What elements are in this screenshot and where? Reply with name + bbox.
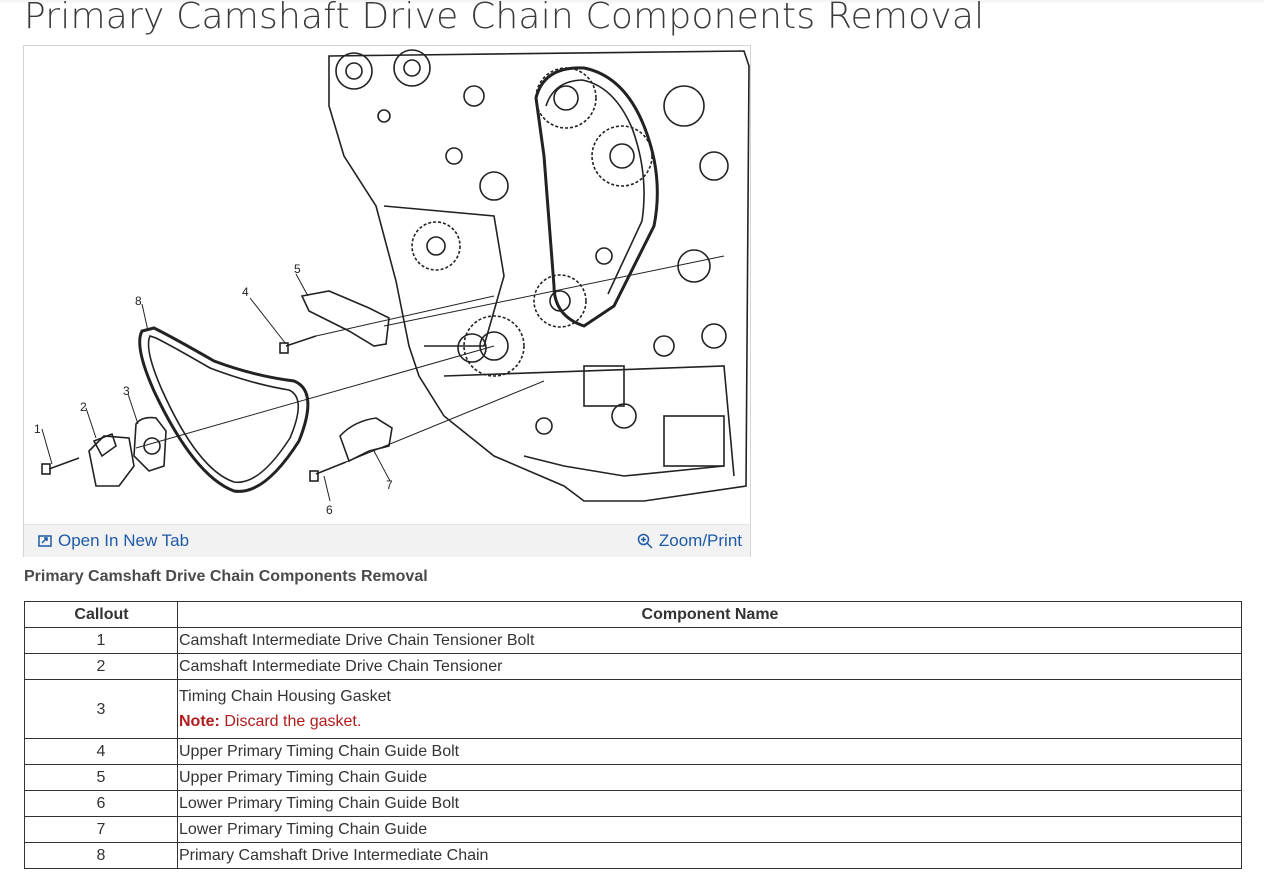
component-name-text: Timing Chain Housing Gasket [179,688,391,705]
note-text: Discard the gasket. [224,713,362,730]
component-name-header: Component Name [178,602,1242,628]
callout-8: 8 [135,294,142,308]
callout-cell: 5 [25,765,178,791]
callout-cell: 2 [25,654,178,680]
callout-cell: 4 [25,739,178,765]
table-row [25,791,1242,817]
callout-cell: 8 [25,843,178,869]
table-row [25,765,1242,791]
table-row [25,817,1242,843]
callout-2: 2 [80,400,87,414]
figure-footer [24,524,750,557]
table-row [25,843,1242,869]
callout-1: 1 [34,422,41,436]
open-in-new-tab-link[interactable] [38,531,189,551]
table-row [25,680,1242,739]
page-title: Primary Camshaft Drive Chain Components Removal [24,0,985,37]
callout-5: 5 [294,262,301,276]
zoom-print-link[interactable] [637,531,742,551]
engine-diagram [24,46,752,524]
zoom-in-icon [637,533,653,549]
component-name-cell [178,680,1242,739]
component-name-cell: Camshaft Intermediate Drive Chain Tensioner Bolt [178,628,1242,654]
component-name-cell: Camshaft Intermediate Drive Chain Tensioner [178,654,1242,680]
table-row [25,654,1242,680]
callout-6: 6 [326,503,333,517]
callout-cell: 6 [25,791,178,817]
table-header-row [25,602,1242,628]
table-row [25,628,1242,654]
component-name-cell: Lower Primary Timing Chain Guide Bolt [178,791,1242,817]
callout-cell: 7 [25,817,178,843]
zoom-print-label: Zoom/Print [658,531,742,550]
figure-container [23,45,751,557]
note-label: Note: [179,713,220,730]
callout-4: 4 [242,285,249,299]
callout-cell: 3 [25,680,178,739]
note [179,709,1241,734]
components-table [24,601,1242,869]
component-name-cell: Upper Primary Timing Chain Guide Bolt [178,739,1242,765]
open-new-tab-icon [38,534,52,548]
callout-7: 7 [386,478,393,492]
table-row [25,739,1242,765]
callout-3: 3 [123,384,130,398]
component-name-cell: Primary Camshaft Drive Intermediate Chain [178,843,1242,869]
callout-header: Callout [25,602,178,628]
component-name-cell: Upper Primary Timing Chain Guide [178,765,1242,791]
figure-caption: Primary Camshaft Drive Chain Components Removal [24,568,428,585]
component-name-cell: Lower Primary Timing Chain Guide [178,817,1242,843]
open-in-new-tab-label: Open In New Tab [58,531,190,550]
callout-cell: 1 [25,628,178,654]
